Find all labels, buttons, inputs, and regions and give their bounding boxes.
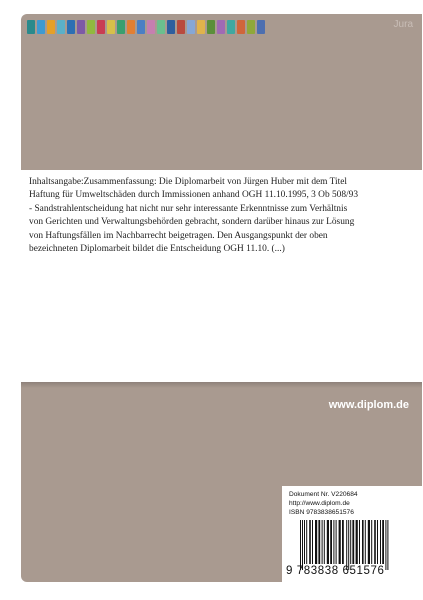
book-back-cover [21,14,422,582]
abstract-line: von Gerichten und Verwaltungsbehörden gebracht, sondern darüber hinaus zur Lösung [29,217,355,228]
barcode-bar [318,520,320,564]
barcode-bar [339,520,341,564]
barcode-image [299,520,418,570]
color-stripe [187,20,195,34]
barcode-bar [362,520,364,564]
color-stripe [37,20,45,34]
abstract-line: - Sandstrahlentscheidung hat nicht nur sehr interessante Erkenntnisse zum Verhältnis [29,203,348,214]
barcode-bar [342,520,344,564]
barcode-bar [371,520,372,564]
barcode-bar [377,520,378,564]
barcode-bar [356,520,358,564]
barcode-bar [324,520,325,564]
abstract-line: von Haftungsfällen im Nachbarrecht beigetragen. Den Ausgangspunkt der oben [29,230,328,241]
color-stripe [177,20,185,34]
website-label: www.diplom.de [328,399,409,411]
abstract-text [29,176,415,256]
color-stripe [107,20,115,34]
barcode-digits: 9 783838 651576 [286,565,385,577]
color-stripe [97,20,105,34]
color-stripe [197,20,205,34]
color-stripe [57,20,65,34]
barcode-bar [382,520,384,564]
color-stripe [87,20,95,34]
barcode-bar [312,520,313,564]
document-number: Dokument Nr. V220684 [289,491,358,498]
abstract-line: Inhaltsangabe:Zusammenfassung: Die Diplomarbeit von Jürgen Huber mit dem Titel [29,177,348,187]
color-stripe [237,20,245,34]
band-shadow [21,382,422,388]
barcode-bar [380,520,381,564]
barcode-bar [336,520,337,564]
barcode-bar [346,520,347,570]
barcode-bar [327,520,329,564]
color-stripe [127,20,135,34]
info-box [282,486,422,582]
barcode-bar [359,520,360,564]
barcode-bar [387,520,388,570]
barcode-bar [350,520,351,564]
color-stripe [257,20,265,34]
barcode-bar [309,520,311,564]
brand-label: Jura [393,19,413,30]
barcode-bar [365,520,366,564]
color-stripe [137,20,145,34]
color-stripes [27,20,267,34]
barcode-bar [302,520,303,570]
color-stripe [47,20,55,34]
color-stripe [67,20,75,34]
barcode-bar [322,520,323,564]
color-stripe [27,20,35,34]
barcode-bar [306,520,307,564]
color-stripe [117,20,125,34]
color-stripe [227,20,235,34]
abstract-line: Haftung für Umweltschäden durch Immissionen anhand OGH 11.10.1995, 3 Ob 508/93 [29,190,359,201]
abstract-line: bezeichneten Diplomarbeit bildet die Entscheidung OGH 11.10. (...) [29,244,285,255]
barcode-bar [385,520,386,570]
barcode-bar [374,520,376,564]
barcode-bar [333,520,334,564]
barcode-bar [348,520,349,570]
color-stripe [77,20,85,34]
color-stripe [207,20,215,34]
color-stripe [167,20,175,34]
barcode-bar [368,520,370,564]
barcode-bar [330,520,332,564]
barcode-bar [352,520,354,564]
barcode-bar [315,520,317,564]
isbn-label: ISBN 9783838651576 [289,509,354,516]
color-stripe [157,20,165,34]
barcode-bar [304,520,305,564]
color-stripe [247,20,255,34]
color-stripe [147,20,155,34]
color-stripe [217,20,225,34]
document-url: http://www.diplom.de [289,500,350,507]
barcode-bar [300,520,301,570]
